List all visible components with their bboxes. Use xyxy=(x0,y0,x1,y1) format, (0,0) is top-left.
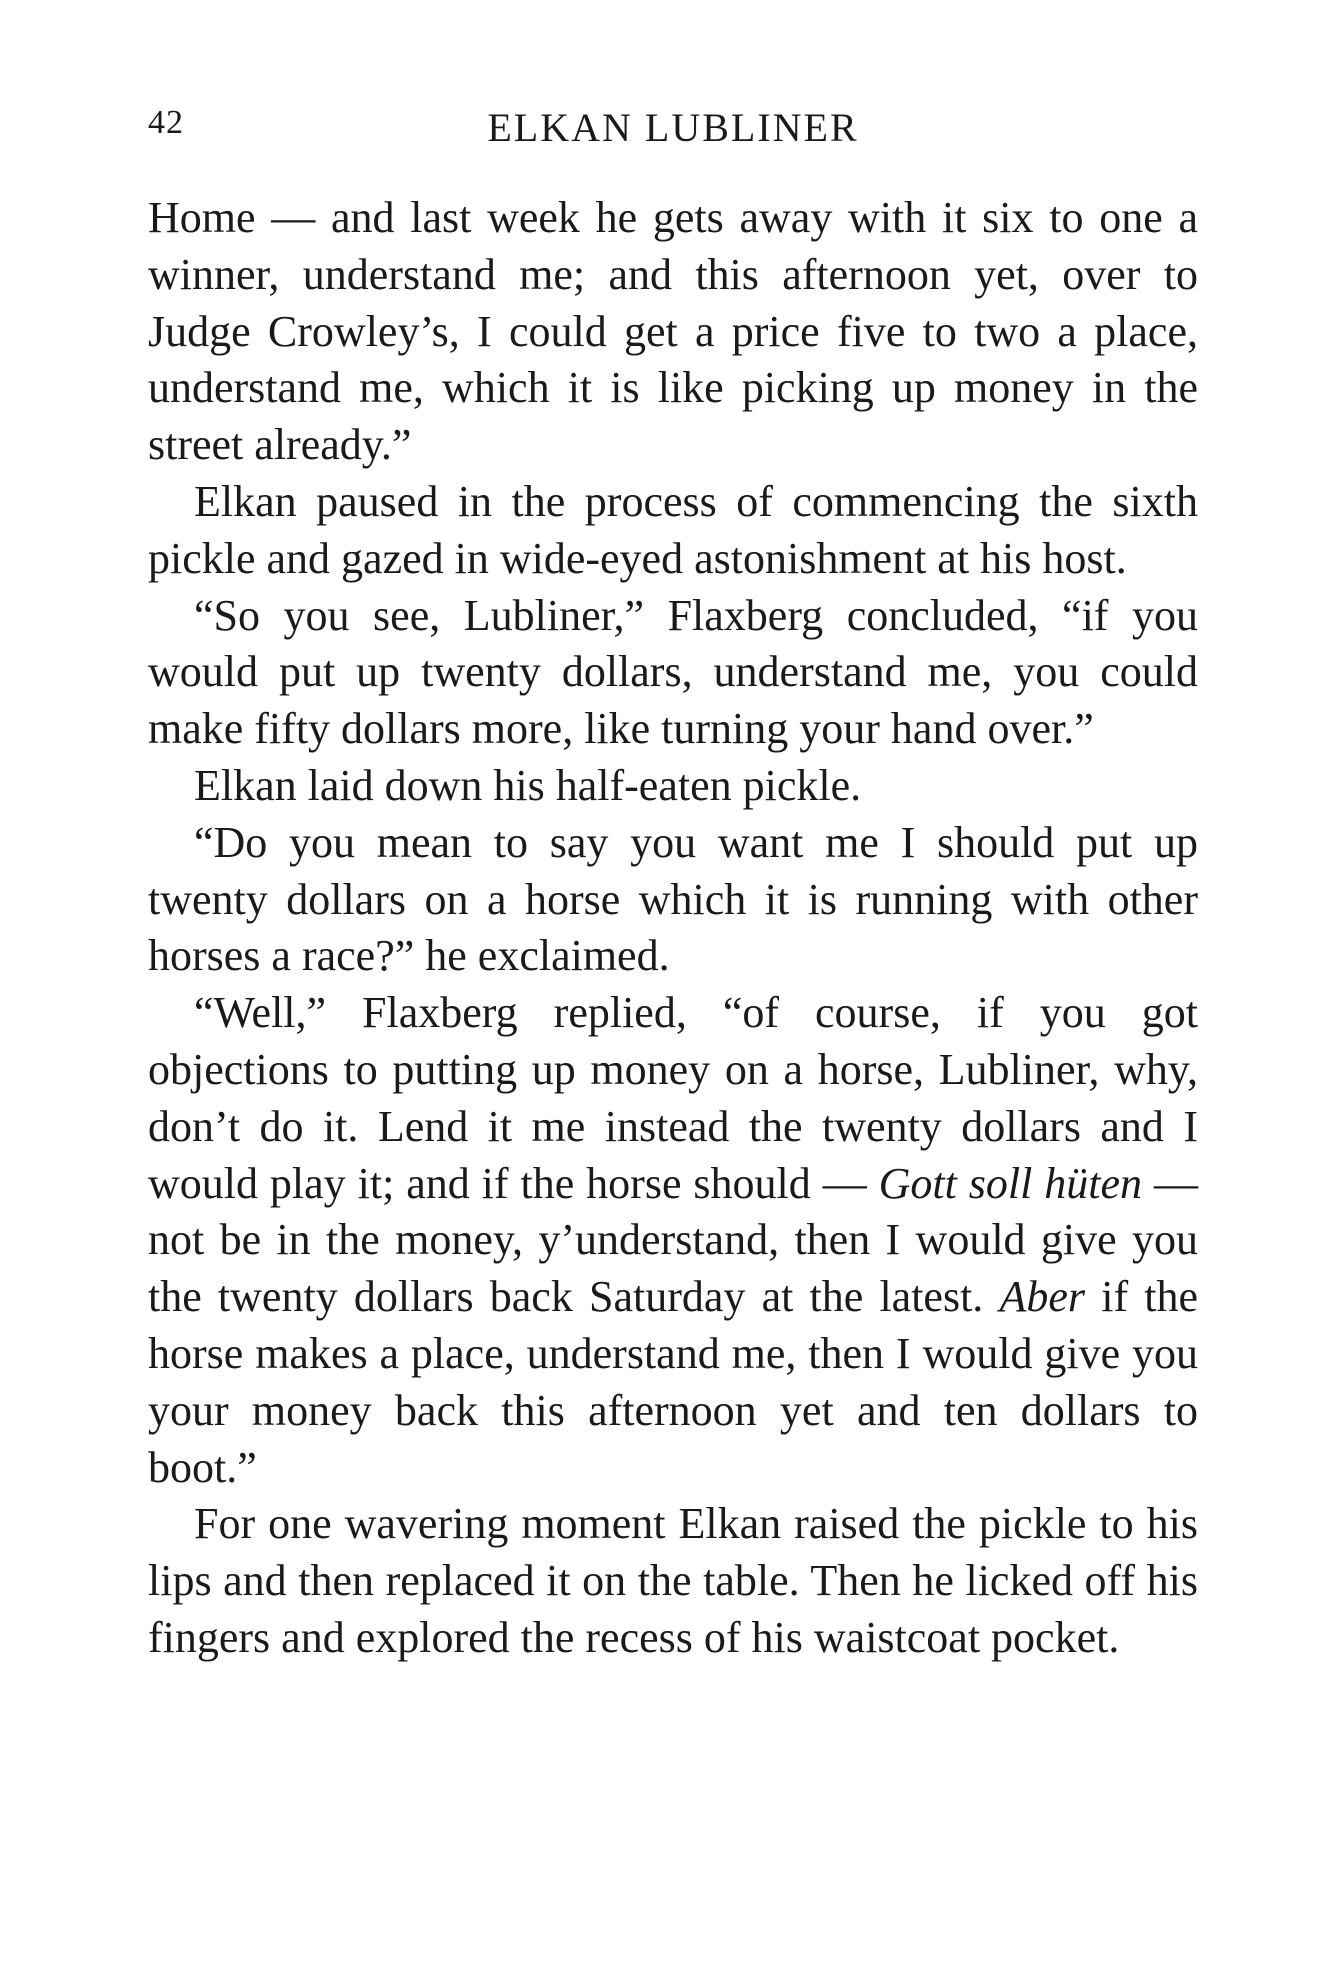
text-segment: if the horse makes a place, understand me, then I would give you your money back this afternoon yet and ten dollars to boot.” xyxy=(148,1272,1199,1492)
paragraph-continuation: Home — and last week he gets away with it six to one a winner, understand me; and this afternoon yet, over to Judge Crowley’s, I could get a price five to two a place, understand me, which it is like picking up money in the street already.” xyxy=(148,193,1198,470)
paragraph: Elkan paused in the process of commencing the sixth pickle and gazed in wide-eyed astonishment at his host. xyxy=(148,476,1198,583)
body-text xyxy=(148,190,1198,1667)
text-segment: “Well,” Flaxberg replied, “of course, if you got objections to putting up money on a horse, Lubliner, why, don’t do it. Lend it me instead the twenty dollars and I would play it; and if the horse should — xyxy=(148,988,1198,1208)
running-title: ELKAN LUBLINER xyxy=(487,105,859,150)
paragraph: “So you see, Lubliner,” Flaxberg concluded, “if you would put up twenty dollars, understand me, you could make fifty dollars more, like turning your hand over.” xyxy=(148,590,1198,754)
page-number: 42 xyxy=(148,104,184,141)
paragraph-with-italics xyxy=(148,985,1198,1496)
italic-word: Aber xyxy=(999,1272,1086,1322)
text-segment: — not be in the money, y’understand, then I would give you the twenty dollars back Saturday at the latest. xyxy=(148,1158,1198,1322)
paragraph: “Do you mean to say you want me I should put up twenty dollars on a horse which it is running with other horses a race?” he exclaimed. xyxy=(148,817,1198,981)
page-header xyxy=(148,104,1198,164)
paragraph: For one wavering moment Elkan raised the pickle to his lips and then replaced it on the table. Then he licked off his fingers and explored the recess of his waistcoat pocket. xyxy=(148,1499,1198,1662)
italic-phrase: Gott soll hüten xyxy=(878,1158,1143,1208)
paragraph: Elkan laid down his half-eaten pickle. xyxy=(194,760,862,810)
